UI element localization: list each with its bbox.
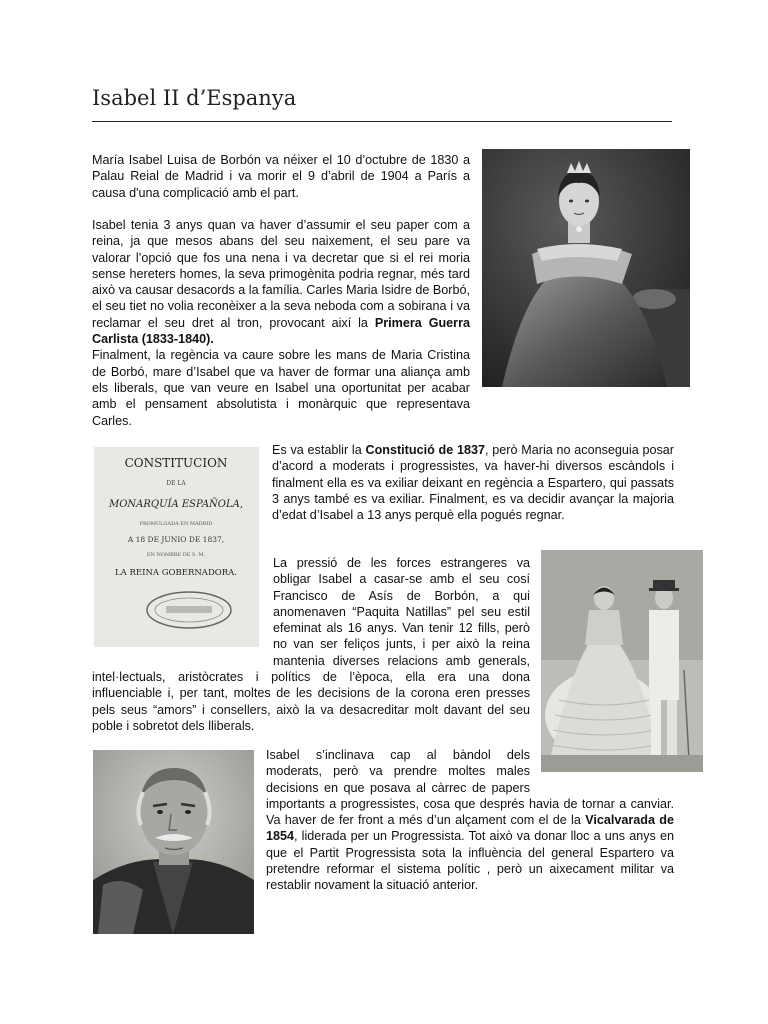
politics-line-4: importants a progressistes, cosa que després havia de tornar a canviar.	[266, 796, 674, 811]
politics-conclusion-text: , liderada per un Progressista. Tot això va donar lloc a uns anys en que el Partit Progressista sota la influència del general Espartero va pretendre reformar el sistema polític , però un aixecament militar va restablir novament la situació anterior.	[266, 829, 674, 893]
constitution-line-6: EN NOMBRE DE S. M.	[146, 552, 206, 558]
isabel-portrait-image	[482, 149, 690, 387]
constitution-line-3: MONARQUÍA ESPAÑOLA,	[108, 499, 244, 510]
marriage-line-5: efeminat als 16 anys. Van tenir 12 fills, però	[273, 621, 530, 636]
politics-line-2: moderats, però va prendre moltes males	[266, 764, 530, 779]
paragraph-politics	[266, 747, 674, 894]
politics-line-1: Isabel s’inclinava cap al bàndol dels	[266, 748, 530, 762]
marriage-line-10: pels seus “amors” i consellers, això la va desacreditar molt davant del seu	[92, 702, 530, 717]
paragraph-maria-cristina: Finalment, la regència va caure sobre les mans de Maria Cristina de Borbó, mare d’Isabel que va haver de formar una aliança amb els liberals, que van veure en Isabel una oportunitat per acabar amb el pensament absolutista i monàrquic que representava Carles.	[92, 348, 470, 428]
constitution-1837-bold: Constitució de 1837	[365, 443, 486, 457]
page-title: Isabel II d’Espanya	[92, 86, 297, 110]
general-espartero-portrait	[93, 750, 254, 934]
paragraph-regency	[92, 217, 470, 429]
title-divider	[92, 121, 672, 122]
constitution-intro-text: Es va establir la	[272, 443, 362, 457]
constitution-rest-text: , però Maria no aconseguia posar d’acord a moderats i progressistes, va haver-hi diversos escàndols i finalment ella es va exiliar deixant en regència a Espartero, qui passats 3 anys també es va exiliar. Finalment, es va decidir avançar la majoria d’edat d’Isabel a 13 anys perquè ella pogués regnar.	[272, 443, 674, 523]
first-carlist-war-bold: Primera Guerra Carlista (1833-1840).	[92, 315, 470, 347]
constitution-line-4: PROMULGADA EN MADRID	[139, 521, 213, 527]
constitution-line-5: A 18 DE JUNIO DE 1837,	[127, 535, 225, 544]
isabel-francisco-photo	[541, 550, 703, 772]
paragraph-marriage	[92, 555, 532, 734]
marriage-line-9: influenciable i, per tant, moltes de les decisions de la corona eren presses	[92, 686, 530, 701]
marriage-line-7: mantenia diverses relacions amb generals,	[273, 653, 530, 668]
constitution-title-text: CONSTITUCION	[124, 456, 228, 470]
paragraph-constitution	[272, 442, 674, 523]
paragraph-birth: María Isabel Luisa de Borbón va néixer el 10 d’octubre de 1830 a Palau Reial de Madrid i va morir el 9 d’abril de 1904 a París a causa d'una complicació amb el part.	[92, 153, 470, 200]
vicalvarada-1854-bold: Vicalvarada de 1854	[266, 813, 674, 844]
constitution-line-2: DE LA	[166, 480, 186, 487]
constitution-line-7: LA REINA GOBERNADORA.	[115, 568, 237, 578]
marriage-line-11: poble i sobretot dels lliberals.	[92, 718, 255, 733]
marriage-line-8: intel·lectuals, aristòcrates i polítics de l’època, ella era una dona	[92, 670, 530, 685]
politics-uprising-text: Va haver de fer front a més d’un alçament com el de la	[266, 813, 581, 828]
paragraph-succession-text: Isabel tenia 3 anys quan va haver d’assumir el seu paper com a reina, ja que mesos abans del seu naixement, el seu pare va valorar l’opció que fos una nena i va decretar que si el rei moria sense hereters homes, la seva primogènita podria regnar, més tard això va causar desacords a la família. Carles Maria Isidre de Borbó, el seu tiet no volia reconèixer a la seva neboda com a sobirana i va reclamar el seu dret al tron, provocant així la	[92, 218, 470, 330]
marriage-line-6: no van ser feliços junts, i per això la reina	[273, 637, 530, 652]
politics-rest	[266, 812, 674, 893]
politics-line-3: decisions en que posava al càrrec de papers	[266, 780, 530, 795]
marriage-line-1: La pressió de les forces estrangeres va	[273, 556, 530, 570]
marriage-line-2: obligar Isabel a casar-se amb el seu cosí	[273, 572, 530, 587]
marriage-line-4: anomenaven “Paquita Natillas” pel seu estil	[273, 604, 530, 619]
marriage-line-3: Francisco de Asís de Borbón, a qui	[273, 588, 530, 603]
